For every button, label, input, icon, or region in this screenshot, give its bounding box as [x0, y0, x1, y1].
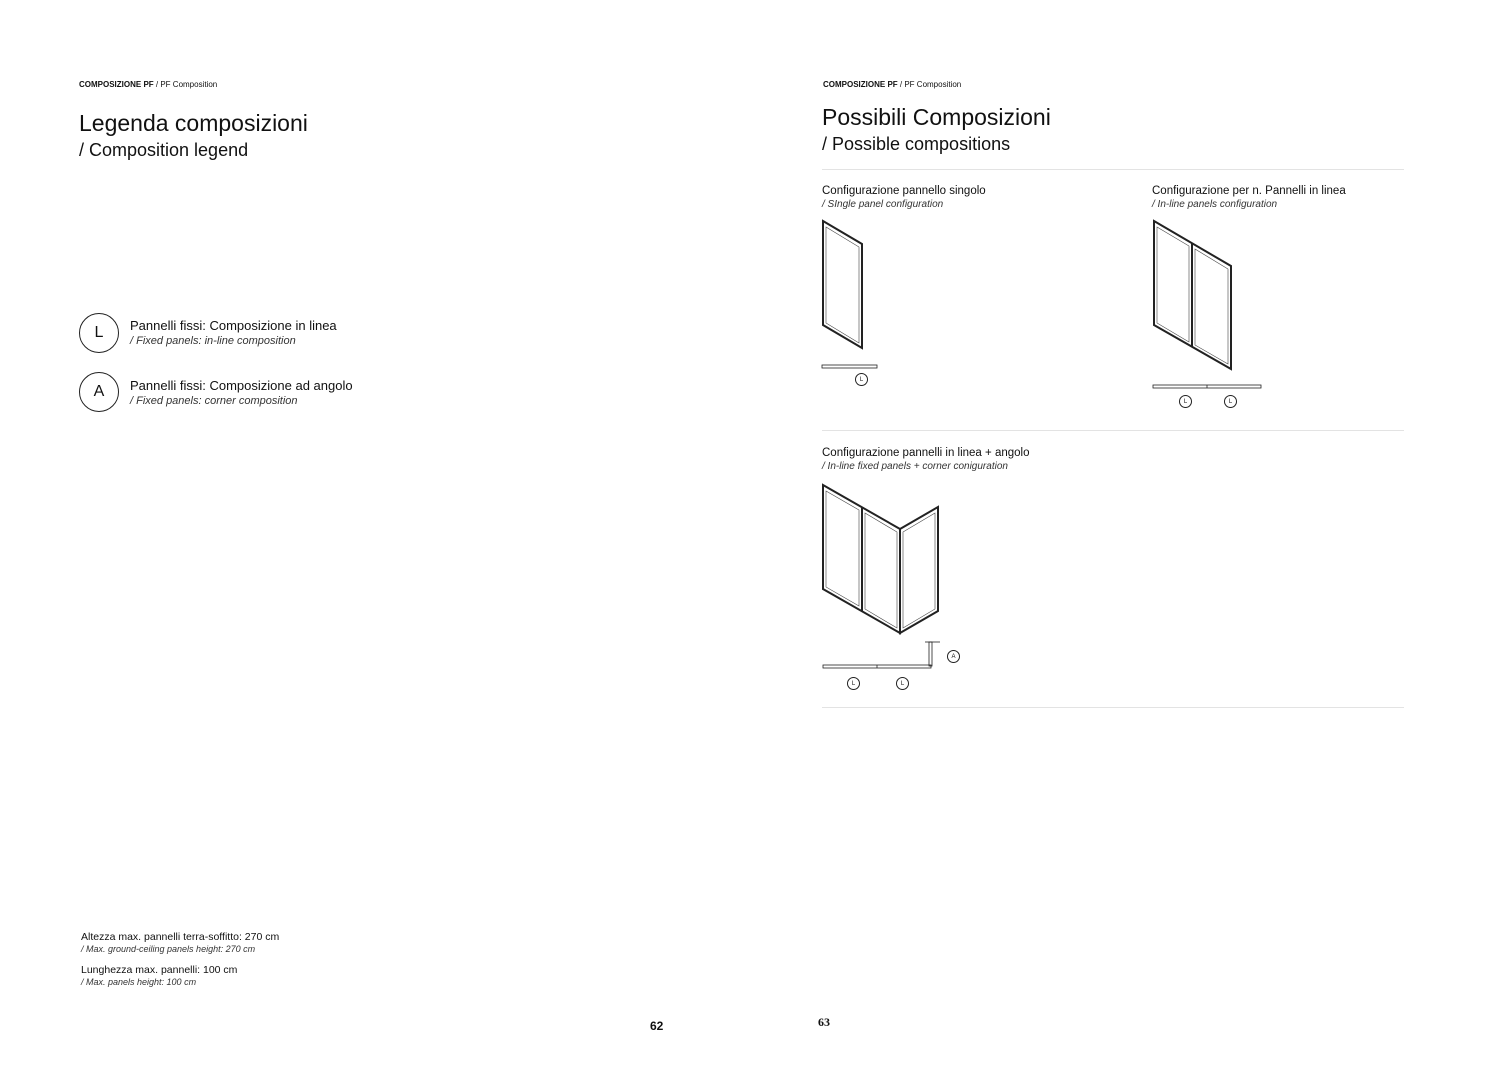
page-number-right: 63 [818, 1015, 830, 1029]
marker-inline-l2: L [1224, 395, 1237, 408]
config-inline-translation: / In-line panels configuration [1152, 199, 1278, 210]
legend-translation-a: / Fixed panels: corner composition [130, 395, 298, 407]
legend-symbol-a: A [79, 372, 119, 412]
legend-label-a: Pannelli fissi: Composizione ad angolo [130, 378, 353, 393]
config-single-translation: / SIngle panel configuration [822, 199, 944, 210]
config-corner-translation: / In-line fixed panels + corner coniguration [822, 461, 1008, 472]
right-page-header: COMPOSIZIONE PF / PF Composition [823, 80, 962, 89]
legend-translation-l: / Fixed panels: in-line composition [130, 335, 296, 347]
legend-symbol-l: L [79, 313, 119, 353]
marker-corner-a: A [947, 650, 960, 663]
divider-bottom [822, 707, 1404, 708]
right-page-title: Possibili Composizioni [822, 104, 1051, 130]
left-page-header: COMPOSIZIONE PF / PF Composition [79, 80, 218, 89]
left-page-subtitle: / Composition legend [79, 140, 249, 160]
note-max-height: Altezza max. pannelli terra-soffitto: 270 cm [81, 931, 280, 943]
config-inline-label: Configurazione per n. Pannelli in linea [1152, 185, 1346, 197]
note-max-length-translation: / Max. panels height: 100 cm [81, 977, 197, 987]
right-page-subtitle: / Possible compositions [822, 134, 1011, 154]
note-max-length: Lunghezza max. pannelli: 100 cm [81, 964, 238, 976]
config-corner-label: Configurazione pannelli in linea + angolo [822, 447, 1030, 459]
marker-corner-l2: L [896, 677, 909, 690]
marker-inline-l1: L [1179, 395, 1192, 408]
note-max-height-translation: / Max. ground-ceiling panels height: 270 cm [81, 944, 256, 954]
page-number-left: 62 [650, 1019, 664, 1033]
config-single-label: Configurazione pannello singolo [822, 185, 986, 197]
marker-corner-l1: L [847, 677, 860, 690]
left-page-title: Legenda composizioni [79, 110, 308, 136]
legend-label-l: Pannelli fissi: Composizione in linea [130, 318, 337, 333]
marker-single-l: L [855, 373, 868, 386]
